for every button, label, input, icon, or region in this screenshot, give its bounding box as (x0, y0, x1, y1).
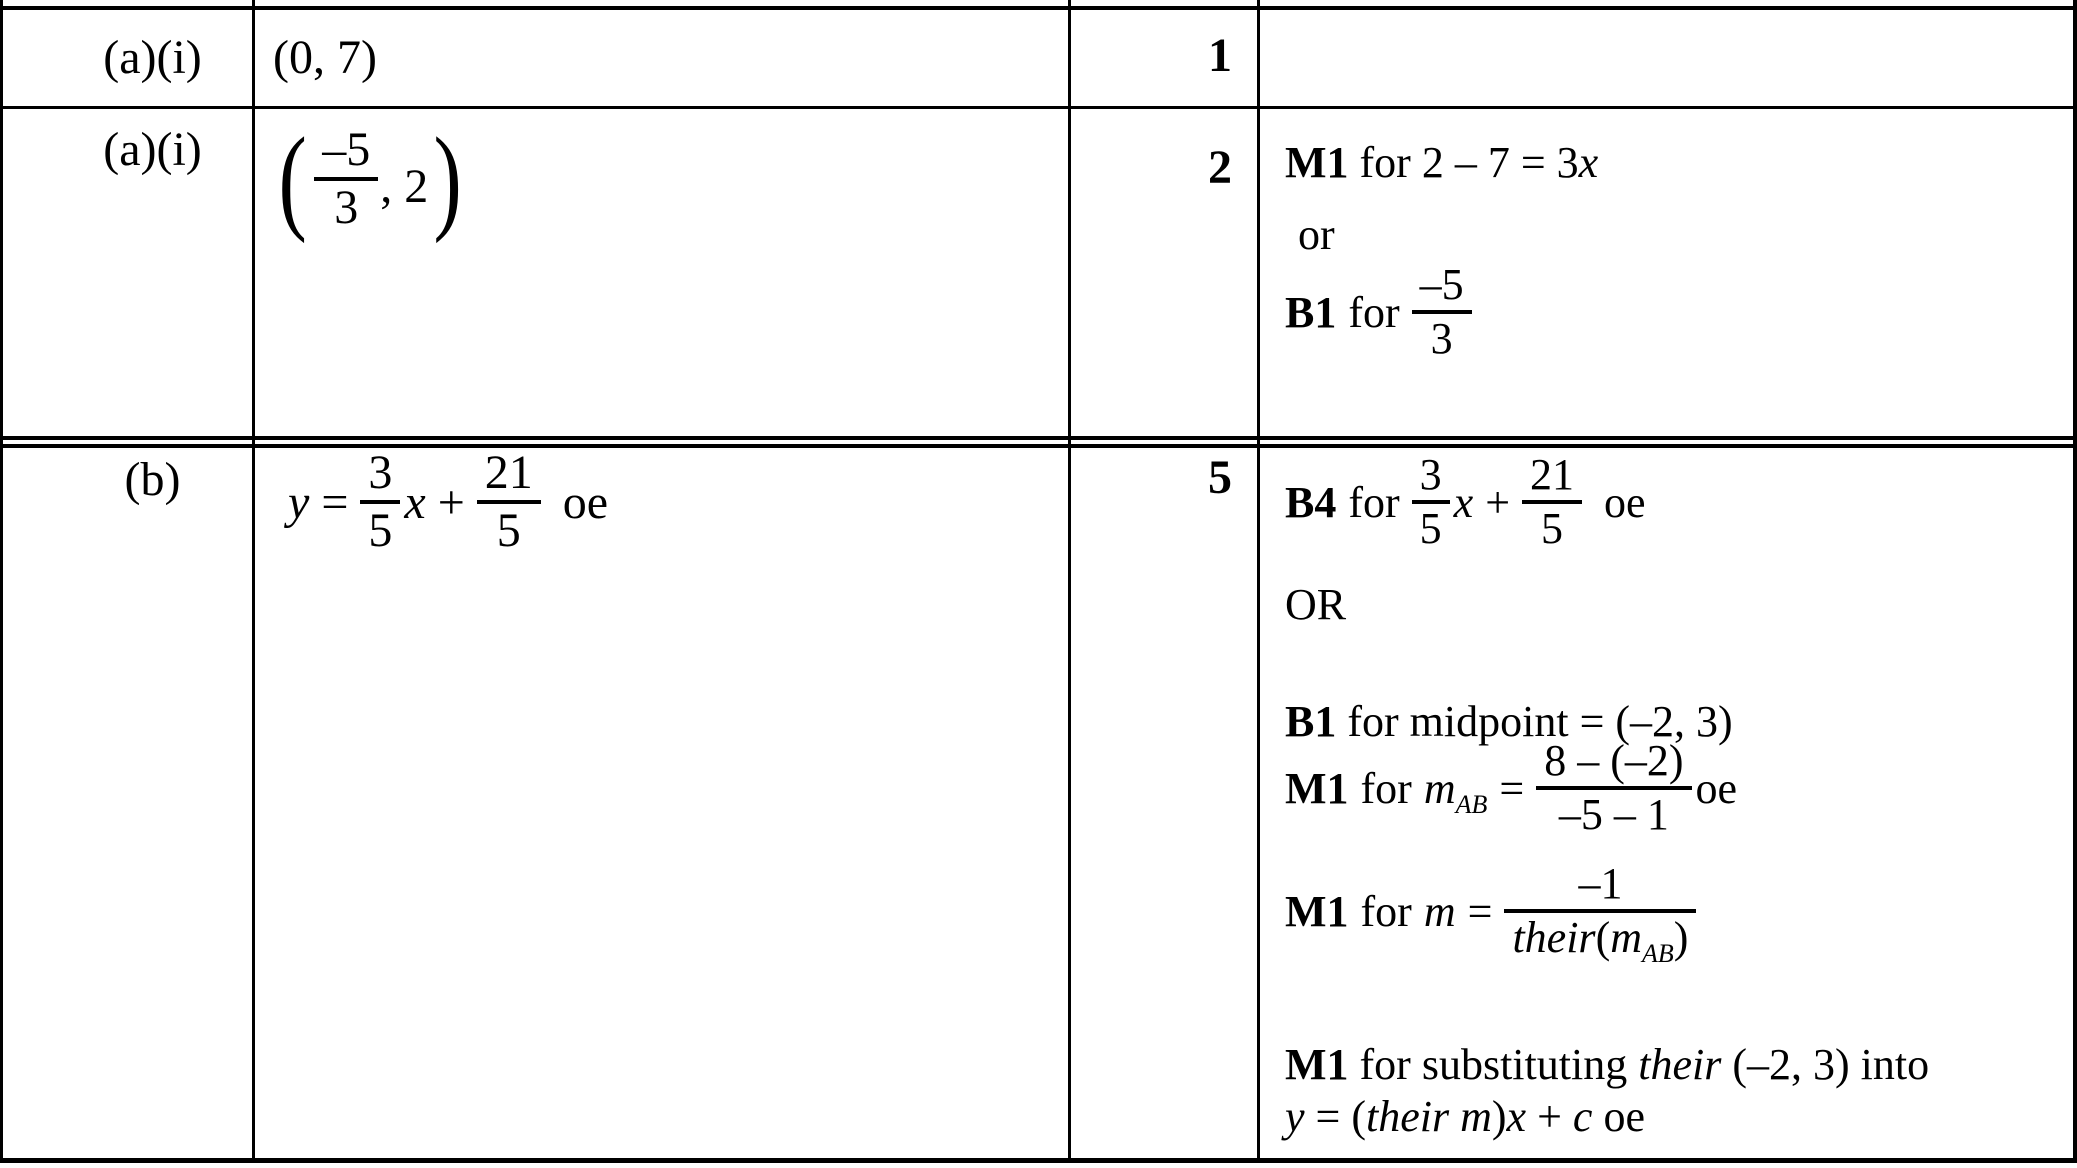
fraction-21-over-5: $\frac{21}{5}$ (477, 448, 541, 557)
var-y: y (288, 475, 310, 529)
var-m: m (1423, 886, 1456, 936)
mark-code-b1: B1 (1285, 697, 1337, 746)
their-m-words: their m (1366, 1092, 1492, 1141)
row2-marks: 2 (1208, 141, 1232, 194)
col-divider-marks-guidance (1257, 0, 1260, 1163)
row3-guidance-equation-line (1285, 1092, 1645, 1143)
row3-part-label: (b) (124, 453, 181, 506)
close-paren: ) (433, 112, 463, 244)
row2-answer-expression (273, 112, 468, 244)
row2-guidance-m1-line (1285, 138, 1598, 189)
b1-text: for midpoint = (–2, 3) (1336, 697, 1733, 746)
equals-open-paren: = ( (1304, 1092, 1366, 1141)
row2-guidance-or: or (1298, 210, 1335, 259)
row3-answer-expression (288, 446, 608, 558)
mark-code-b1: B1 (1285, 287, 1337, 337)
row1-separator (0, 106, 2077, 109)
mark-code-m1: M1 (1285, 138, 1349, 187)
for-word: for (1360, 763, 1412, 813)
row1-part-label: (a)(i) (103, 31, 202, 84)
row3-guidance-b4-line (1285, 446, 1646, 558)
table-top-border (0, 6, 2077, 10)
mark-code-b4: B4 (1285, 477, 1337, 527)
answer-rest: , 2 (380, 159, 429, 213)
row2-part-label: (a)(i) (103, 123, 202, 176)
section-separator-upper (0, 436, 2077, 440)
var-c: c (1572, 1092, 1593, 1141)
row1-answer: (0, 7) (273, 31, 377, 84)
close-paren: ) (1491, 1092, 1507, 1141)
their-m-ab: $their(m_{AB})$ (1504, 909, 1696, 961)
mark-code-m1: M1 (1285, 1040, 1349, 1089)
row3-guidance-m1-substitute-line (1285, 1040, 1929, 1091)
fraction-3-over-5: $\frac{3}{5}$ (360, 448, 400, 557)
equals-sign: = (1499, 763, 1525, 813)
var-x: x (404, 475, 426, 529)
var-x: x (1453, 477, 1474, 527)
plus-sign: + (437, 475, 465, 529)
m1c-text-1: for substituting (1348, 1040, 1639, 1089)
fraction-minus5-over-3: $\frac{-5}{3}$ (1412, 262, 1472, 362)
oe-abbrev: oe (1695, 763, 1738, 813)
row1-marks: 1 (1208, 29, 1232, 82)
table-right-border (2073, 0, 2077, 1163)
oe-abbrev: oe (1592, 1092, 1645, 1141)
for-word: for (1360, 886, 1412, 936)
fraction-negative-reciprocal: $\frac{-1}{their(m_{AB})}$ (1504, 861, 1696, 961)
row3-guidance-m1-gradient-line (1285, 736, 1737, 840)
oe-abbrev: oe (1604, 477, 1646, 527)
for-word: for (1348, 287, 1400, 337)
their-word: their (1638, 1040, 1722, 1089)
oe-abbrev: oe (562, 475, 609, 529)
fraction-minus5-over-3: $\frac{-5}{3}$ (314, 125, 378, 234)
var-m-ab: $m_{AB}$ (1423, 763, 1488, 819)
open-paren: ( (278, 112, 307, 244)
m1c-text-2: (–2, 3) into (1721, 1040, 1930, 1089)
row3-marks: 5 (1208, 451, 1232, 504)
plus-sign: + (1485, 477, 1511, 527)
m1-text: for 2 – 7 = 3 (1348, 138, 1579, 187)
mark-code-m1: M1 (1285, 763, 1349, 813)
var-y: y (1285, 1092, 1305, 1141)
fraction-3-over-5: $\frac{3}{5}$ (1412, 452, 1450, 552)
row3-guidance-or: OR (1285, 580, 1347, 629)
equals-sign: = (1467, 886, 1493, 936)
mark-code-m1: M1 (1285, 886, 1349, 936)
var-x: x (1506, 1092, 1527, 1141)
row3-guidance-m1-perpendicular-line (1285, 852, 1696, 970)
table-bottom-border (0, 1158, 2077, 1163)
equals-sign: = (321, 475, 349, 529)
fraction-gradient: $\frac{8 - (-2)}{-5 - 1}$ (1536, 738, 1691, 838)
for-word: for (1348, 477, 1400, 527)
fraction-21-over-5: $\frac{21}{5}$ (1522, 452, 1582, 552)
plus-sign: + (1526, 1092, 1573, 1141)
row2-guidance-b1-line (1285, 256, 1472, 368)
var-x: x (1578, 138, 1599, 187)
